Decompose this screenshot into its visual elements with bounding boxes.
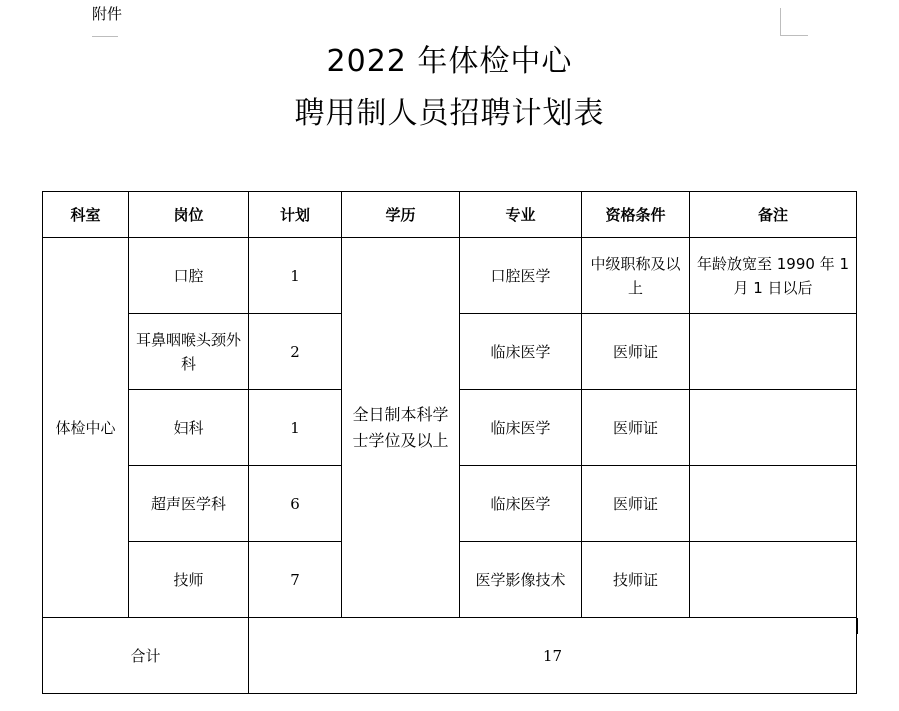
header-education: 学历: [342, 192, 460, 238]
major-cell: 医学影像技术: [460, 542, 582, 618]
document-title-line2: 聘用制人员招聘计划表: [294, 96, 605, 131]
attachment-label: 附件: [92, 5, 123, 23]
remark-cell: [690, 466, 857, 542]
header-major: 专业: [460, 192, 582, 238]
major-cell: 临床医学: [460, 466, 582, 542]
qualification-cell: 医师证: [582, 466, 690, 542]
text-cursor: [857, 618, 858, 634]
remark-cell: [690, 314, 857, 390]
header-plan: 计划: [249, 192, 342, 238]
total-row: [43, 618, 857, 694]
header-position: 岗位: [129, 192, 249, 238]
position-cell: 技师: [129, 542, 249, 618]
plan-cell: 1: [249, 390, 342, 466]
document-title-line1: 2022 年体检中心: [326, 44, 573, 79]
recruitment-plan-table: [42, 191, 857, 694]
margin-mark-left: [92, 36, 118, 37]
qualification-cell: 医师证: [582, 390, 690, 466]
qualification-cell: 技师证: [582, 542, 690, 618]
header-row: [43, 192, 857, 238]
remark-cell: [690, 390, 857, 466]
header-remark: 备注: [690, 192, 857, 238]
table-row: [43, 238, 857, 314]
qualification-cell: 医师证: [582, 314, 690, 390]
header-department: 科室: [43, 192, 129, 238]
total-label: 合计: [43, 618, 249, 694]
position-cell: 口腔: [129, 238, 249, 314]
plan-cell: 6: [249, 466, 342, 542]
position-cell: 耳鼻咽喉头颈外科: [129, 314, 249, 390]
qualification-cell: 中级职称及以上: [582, 238, 690, 314]
plan-cell: 2: [249, 314, 342, 390]
plan-cell: 7: [249, 542, 342, 618]
header-qualification: 资格条件: [582, 192, 690, 238]
major-cell: 口腔医学: [460, 238, 582, 314]
remark-cell: 年龄放宽至 1990 年 1 月 1 日以后: [690, 238, 857, 314]
position-cell: 超声医学科: [129, 466, 249, 542]
position-cell: 妇科: [129, 390, 249, 466]
department-cell: 体检中心: [43, 238, 129, 618]
education-cell: 全日制本科学士学位及以上: [342, 238, 460, 618]
remark-cell: [690, 542, 857, 618]
margin-mark-right: [780, 8, 808, 36]
total-value: 17: [249, 618, 857, 694]
major-cell: 临床医学: [460, 314, 582, 390]
plan-cell: 1: [249, 238, 342, 314]
major-cell: 临床医学: [460, 390, 582, 466]
